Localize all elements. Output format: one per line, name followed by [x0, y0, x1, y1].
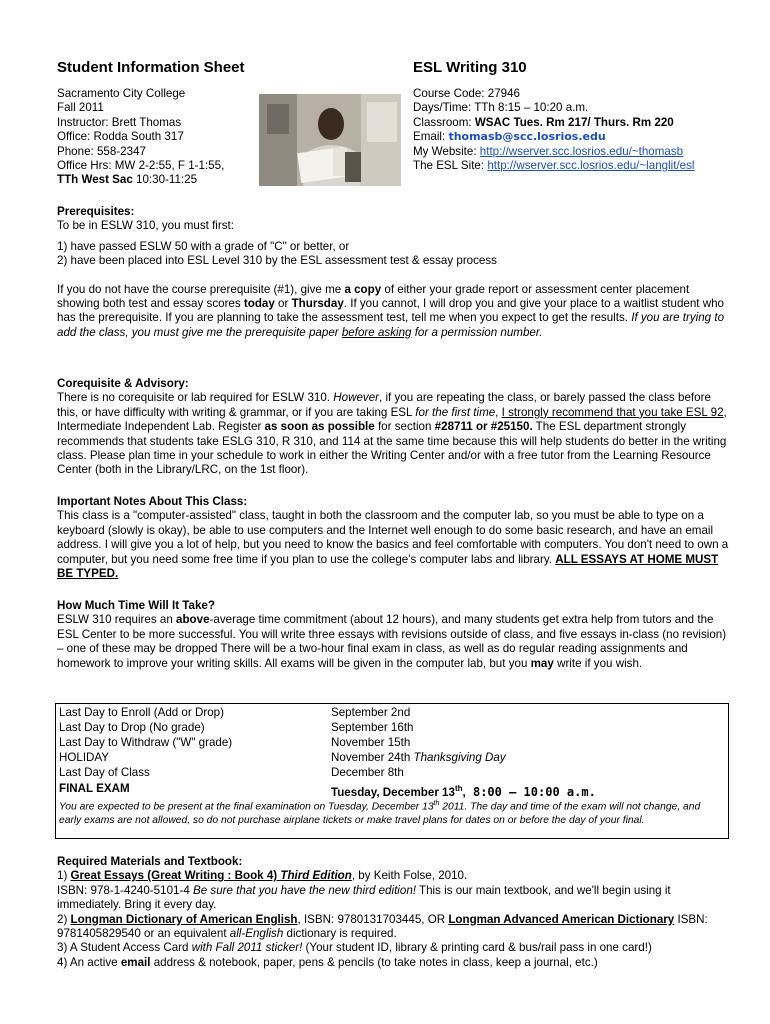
important-dates-box: Last Day to Enroll (Add or Drop) September 2nd Last Day to Drop (No grade) September 16th Last Day to Withdraw ("W" grade) November 15th HOLIDAY November 24th Thanksgiving Day Last Day of Class December 8th FINAL EXAM Tuesday, December 13th, 8:00 – 10:00 a.m. You are expected to be present at the final examination on Tuesday, December 13th 2011. The day and time of the exam will not change, and early exams are not allowed, so do not purchase airplane tickets or make travel plans for dates on or before the day of your final. — [55, 703, 729, 839]
materials-item-1: 1) Great Essays (Great Writing : Book 4) Third Edition, by Keith Folse, 2010. — [57, 869, 468, 883]
office-hours-2: TTh West Sac 10:30-11:25 — [57, 173, 198, 187]
email-link[interactable]: thomasb@scc.losrios.edu — [448, 130, 606, 144]
prereq-intro: To be in ESLW 310, you must first: — [57, 219, 234, 233]
time-section — [57, 599, 729, 671]
esl-site: The ESL Site: http://wserver.scc.losrios.edu/~langlit/esl — [413, 159, 695, 173]
prereq-heading: Prerequisites: — [57, 205, 135, 218]
prerequisites-section — [57, 205, 729, 340]
final-exam-note: You are expected to be present at the final examination on Tuesday, December 13th 2011. The day and time of the exam will not change, and early exams are not allowed, so do not purchase airplane tickets or make travel plans for dates on or before the day of your final. — [59, 800, 701, 827]
course-code: Course Code: 27946 — [413, 87, 520, 100]
office: Office: Rodda South 317 — [57, 130, 184, 144]
course-info — [413, 87, 695, 173]
time-paragraph: ESLW 310 requires an above-average time commitment (about 12 hours), and many students get extra help from tutors and the ESL Center to be more successful. You will write three essays with revisions outside of class, and five essays in-class (no revision) – one of these may be dropped There will be a two-hour final exam in class, as well as do regular reading assignments and homework to improve your writing skills. All exams will be given in the computer lab, but you may write if you wish. — [57, 613, 727, 670]
coreq-paragraph: There is no corequisite or lab required for ESLW 310. However, if you are repeating the class, or barely passed the class before this, or have difficulty with writing & grammar, or if you are taking ESL for the first time, I strongly recommend that you take ESL 92, Intermediate Independent Lab. Register as soon as possible for section #28711 or #25150. The ESL department strongly recommends that students take ESLG 310, R 310, and 114 at the same time because this will help students do better in the writing class. Please plan time in your schedule to work in either the Writing Center and/or with a free tutor from the Learning Resource Center (both in the Library/LRC, on the 1st floor). — [57, 391, 727, 477]
prereq-item-1: 1) have passed ESLW 50 with a grade of "C" or better, or — [57, 239, 350, 253]
materials-heading: Required Materials and Textbook: — [57, 855, 243, 868]
time-heading: How Much Time Will It Take? — [57, 599, 215, 612]
college: Sacramento City College — [57, 87, 186, 100]
website: My Website: http://wserver.scc.losrios.edu/~thomasb — [413, 144, 684, 158]
phone: Phone: 558-2347 — [57, 144, 146, 158]
student-reading-photo — [259, 94, 401, 186]
materials-item-4: 4) An active email address & notebook, paper, pens & pencils (to take notes in class, keep a journal, etc.) — [57, 955, 598, 969]
photo-illustration — [259, 94, 401, 186]
esl-site-link[interactable]: http://wserver.scc.losrios.edu/~langlit/esl — [487, 159, 695, 173]
materials-isbn: ISBN: 978-1-4240-5101-4 Be sure that you have the new third edition! This is our main textbook, and we'll begin using it immediately. Bring it every day. — [57, 883, 671, 912]
office-hours: Office Hrs: MW 2-2:55, F 1-1:55, — [57, 159, 225, 173]
corequisite-section — [57, 377, 729, 478]
course-title: ESL Writing 310 — [413, 59, 527, 76]
prereq-paragraph: If you do not have the course prerequisite (#1), give me a copy of either your grade report or assessment center placement showing both test and essay scores today or Thursday. If you cannot, I will drop you and give your place to a waitlist student who has the prerequisite. If you are planning to take the assessment test, tell me when you expect to get the results. If you are trying to add the class, you must give me the prerequisite paper before asking for a permission number. — [57, 282, 725, 339]
course-days: Days/Time: TTh 8:15 – 10:20 a.m. — [413, 101, 589, 115]
classroom: Classroom: WSAC Tues. Rm 217/ Thurs. Rm 220 — [413, 115, 674, 129]
important-notes-section — [57, 495, 729, 581]
term: Fall 2011 — [57, 101, 104, 115]
page-title: Student Information Sheet — [57, 59, 245, 76]
instructor-info — [57, 87, 224, 188]
coreq-heading: Corequisite & Advisory: — [57, 377, 189, 390]
notes-heading: Important Notes About This Class: — [57, 495, 248, 508]
email: Email: thomasb@scc.losrios.edu — [413, 130, 606, 144]
materials-item-2: 2) Longman Dictionary of American English, ISBN: 9780131703445, OR Longman Advanced American Dictionary ISBN: 9781405829540 or an equivalent all-English dictionary is required. — [57, 912, 708, 941]
notes-paragraph: This class is a "computer-assisted" class, taught in both the classroom and the computer lab, so you must be able to type on a keyboard (slowly is okay), be able to use computers and the Internet well enough to do some basic research, and have an email address. I will give you a lot of help, but you need to know the basics and feel comfortable with computers. You don't need to own a computer, but you need some free time if you plan to use the college's computer labs and library. ALL ESSAYS AT HOME MUST BE TYPED. — [57, 509, 729, 581]
website-link[interactable]: http://wserver.scc.losrios.edu/~thomasb — [479, 144, 684, 158]
materials-item-3: 3) A Student Access Card with Fall 2011 sticker! (Your student ID, library & printing card & bus/rail pass in one card!) — [57, 941, 652, 955]
instructor-name: Instructor: Brett Thomas — [57, 115, 182, 129]
prereq-item-2: 2) have been placed into ESL Level 310 by the ESL assessment test & essay process — [57, 254, 497, 268]
materials-section — [57, 855, 729, 970]
